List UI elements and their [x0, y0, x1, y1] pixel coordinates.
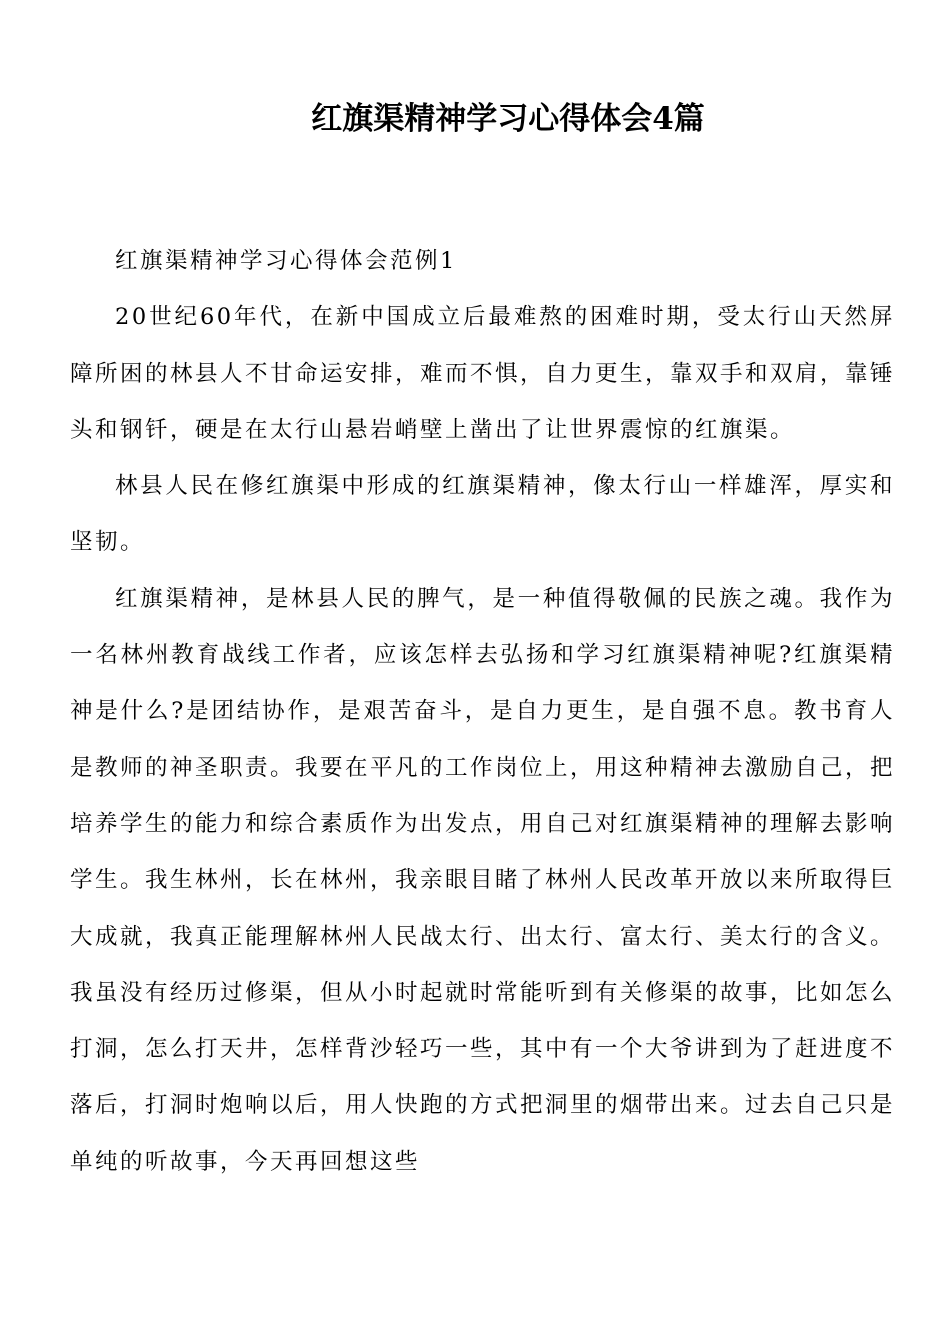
paragraph: 红旗渠精神，是林县人民的脾气，是一种值得敬佩的民族之魂。我作为一名林州教育战线工作者，应该怎样去弘扬和学习红旗渠精神呢?红旗渠精神是什么?是团结协作，是艰苦奋斗，是自力更生，是自强不息。教书育人是教师的神圣职责。我要在平凡的工作岗位上，用这种精神去激励自己，把培养学生的能力和综合素质作为出发点，用自己对红旗渠精神的理解去影响学生。我生林州，长在林州，我亲眼目睹了林州人民改革开放以来所取得巨大成就，我真正能理解林州人民战太行、出太行、富太行、美太行的含义。我虽没有经历过修渠，但从小时起就时常能听到有关修渠的故事，比如怎么打洞，怎么打天井，怎样背沙轻巧一些，其中有一个大爷讲到为了赶进度不落后，打洞时炮响以后，用人快跑的方式把洞里的烟带出来。过去自己只是单纯的听故事，今天再回想这些 [70, 585, 896, 1175]
paragraph: 20世纪60年代，在新中国成立后最难熬的困难时期，受太行山天然屏障所困的林县人不甘命运安排，难而不惧，自力更生，靠双手和双肩，靠锤头和钢钎，硬是在太行山悬岩峭壁上凿出了让世界震惊的红旗渠。 [70, 304, 896, 443]
paragraph-heading: 红旗渠精神学习心得体会范例1 [115, 248, 457, 274]
document-body [70, 233, 895, 1190]
document-title: 红旗渠精神学习心得体会4篇 [311, 101, 705, 137]
paragraph: 林县人民在修红旗渠中形成的红旗渠精神，像太行山一样雄浑，厚实和坚韧。 [70, 473, 895, 556]
